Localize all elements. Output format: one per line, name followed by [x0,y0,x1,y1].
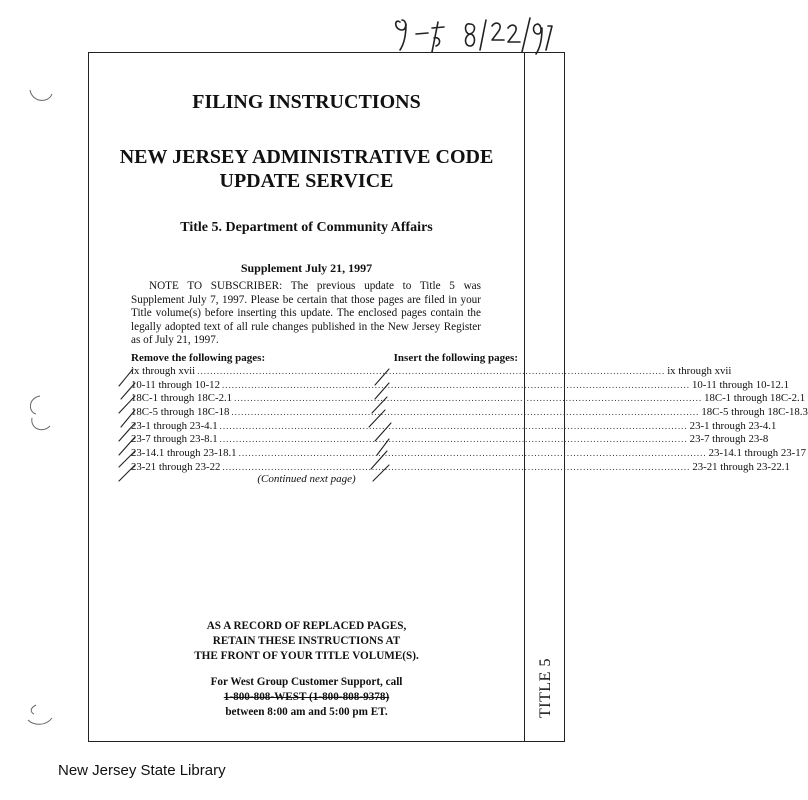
title-heading: Title 5. Department of Community Affairs [180,220,433,235]
dot-leader: ................................................................................................................................................ [221,379,690,390]
page-row [131,378,790,393]
document-frame [88,52,808,742]
code-title-line-2: UPDATE SERVICE [219,170,394,192]
page-row [131,406,808,420]
library-stamp: New Jersey State Library [58,762,226,779]
dot-leader: ................................................................................................................................................ [231,407,700,418]
dot-leader: ................................................................................................................................................ [197,366,666,376]
remove-range: 23-1 through 23-4.1 [131,419,218,432]
dot-leader: ................................................................................................................................................ [219,420,688,431]
insert-range: 23-14.1 through 23-17 [708,447,807,460]
dot-leader: ................................................................................................................................................ [238,448,707,459]
supplement-date: Supplement July 21, 1997 [240,261,373,275]
insert-range: ix through xvii [667,365,732,377]
insert-range: 18C-5 through 18C-18.3 [701,406,808,419]
remove-range: 18C-5 through 18C-18 [131,406,230,419]
page-row [131,365,732,379]
insert-range: 23-1 through 23-4.1 [689,419,777,432]
punch-hole-mark-middle [26,392,54,436]
insert-range: 23-21 through 23-22.1 [692,460,790,473]
remove-range: 23-21 through 23-22 [131,460,221,473]
remove-range: ix through xvii [131,365,196,377]
side-tab-label: TITLE 5 [536,658,554,718]
remove-range: 23-14.1 through 23-18.1 [131,447,237,460]
page-row [131,392,806,406]
title-side-tab [525,638,566,738]
dot-leader: ................................................................................................................................................ [222,461,691,472]
handwriting-svg [392,10,558,58]
page-list [131,365,808,475]
page-row [131,433,769,447]
remove-range: 10-11 through 10-12 [131,378,220,391]
record-instructions [89,619,524,664]
customer-support-info [89,675,524,720]
dot-leader: ................................................................................................................................................ [234,393,703,404]
page-row [131,447,807,461]
remove-range: 18C-1 through 18C-2.1 [131,392,233,405]
page-row [131,419,777,434]
remove-pages-header: Remove the following pages: [131,352,266,364]
note-to-subscriber: NOTE TO SUBSCRIBER: The previous update to Title 5 was Supplement July 7, 1997. Please be certain that those pages are filed in your Title volume(s) before inserting this update. The enclosed pages contain the legally adopted text of all rule changes published in the New Jersey Register as of July 21, 1997. [131,280,481,347]
support-phone: 1-800-808-WEST (1-800-808-9378) [223,691,390,703]
support-line-1: For West Group Customer Support, call [210,676,403,688]
continued-next-page: (Continued next page) [257,473,356,485]
code-title [89,145,524,193]
handwritten-date-annotation [392,10,558,58]
record-line-3: THE FRONT OF YOUR TITLE VOLUME(S). [194,650,419,662]
insert-range: 10-11 through 10-12.1 [691,378,790,391]
insert-range: 23-7 through 23-8 [689,433,769,446]
record-line-1: AS A RECORD OF REPLACED PAGES, [206,620,407,632]
punch-hole-mark-bottom [24,702,54,728]
punch-hole-mark-top [28,88,54,106]
filing-instructions-title: FILING INSTRUCTIONS [192,91,421,113]
remove-range: 23-7 through 23-8.1 [131,433,218,446]
dot-leader: ................................................................................................................................................ [219,434,688,445]
insert-range: 18C-1 through 18C-2.1 [704,392,806,405]
record-line-2: RETAIN THESE INSTRUCTIONS AT [212,635,401,647]
insert-pages-header: Insert the following pages: [393,352,518,364]
support-hours: between 8:00 am and 5:00 pm ET. [225,706,388,718]
code-title-line-1: NEW JERSEY ADMINISTRATIVE CODE [119,146,494,168]
